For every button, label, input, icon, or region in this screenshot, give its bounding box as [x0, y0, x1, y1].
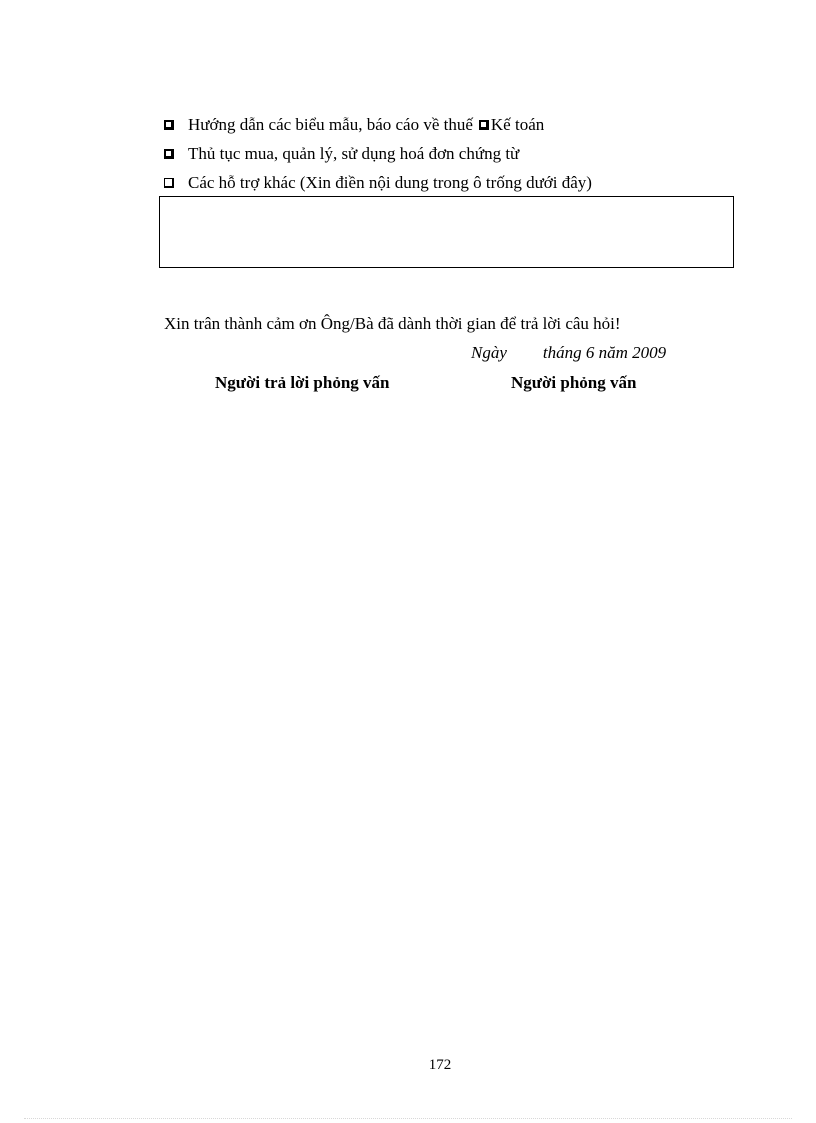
checkbox-accounting[interactable] [479, 120, 489, 130]
other-support-answer-box[interactable] [159, 196, 734, 268]
thank-you-text: Xin trân thành cảm ơn Ông/Bà đã dành thời gian để trả lời câu hỏi! [164, 314, 621, 333]
option-other-support-label: Các hỗ trợ khác (Xin điền nội dung trong ô trống dưới đây) [188, 173, 592, 192]
page-number: 172 [428, 1057, 452, 1073]
option-invoice-procedures-label: Thủ tục mua, quản lý, sử dụng hoá đơn chứng từ [188, 144, 520, 163]
option-invoice-procedures [164, 142, 519, 166]
date-day-label: Ngày [471, 343, 507, 362]
checkbox-other-support[interactable] [164, 178, 174, 188]
option-tax-forms-label: Hướng dẫn các biểu mẫu, báo cáo về thuế [188, 115, 473, 134]
bottom-divider [24, 1118, 792, 1119]
option-tax-forms [164, 113, 544, 137]
option-accounting-label: Kế toán [490, 115, 545, 134]
checkbox-tax-forms[interactable] [164, 120, 174, 130]
interviewer-signature-label: Người phỏng vấn [511, 373, 637, 392]
respondent-signature-label: Người trả lời phỏng vấn [215, 373, 390, 392]
option-other-support [164, 171, 592, 195]
date-line [471, 343, 666, 363]
date-month-year: tháng 6 năm 2009 [542, 343, 667, 362]
checkbox-invoice-procedures[interactable] [164, 149, 174, 159]
